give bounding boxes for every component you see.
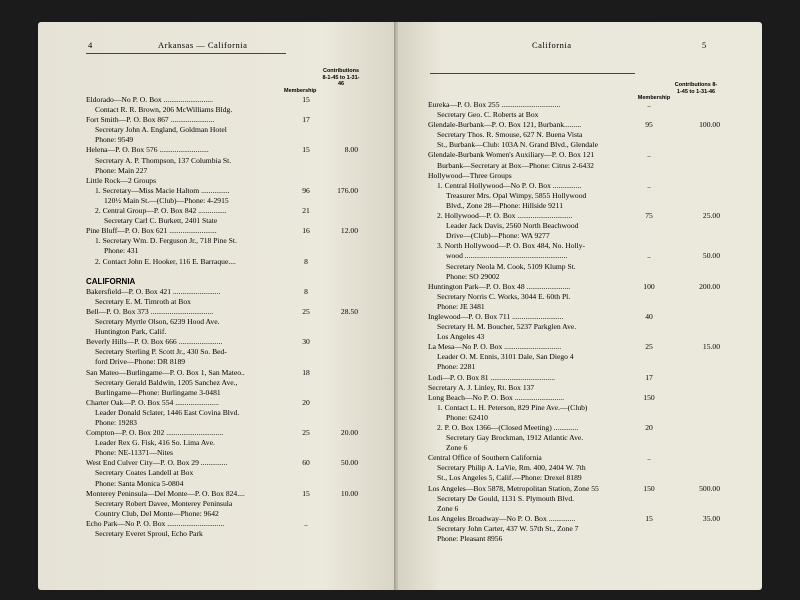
entry-text: Treasurer Mrs. Opal Wimpy, 5855 Hollywood — [446, 190, 587, 200]
membership-count: .. — [647, 180, 651, 190]
directory-row — [86, 327, 376, 337]
entry-text: Secretary John A. England, Goldman Hotel — [95, 125, 227, 135]
directory-row — [428, 504, 728, 514]
contributions-header-right: Contributions 8-1-45 to 1-31-46 — [674, 82, 718, 95]
membership-count: 75 — [645, 211, 653, 221]
directory-row — [428, 362, 728, 372]
membership-count: 25 — [302, 428, 310, 438]
contribution-amount: 50.00 — [702, 251, 720, 261]
membership-count: 25 — [645, 342, 653, 352]
directory-row — [428, 282, 728, 292]
entry-text: 1. Secretary Wm. D. Ferguson Jr., 718 Pine St. — [95, 236, 237, 246]
directory-row — [428, 150, 728, 160]
entry-text: Phone: NE-11371—Nites — [95, 448, 173, 458]
directory-row — [86, 408, 376, 418]
entry-text: Bell—P. O. Box 373 ................................. — [86, 306, 214, 316]
directory-row — [86, 257, 376, 267]
entry-text: West End Culver City—P. O. Box 29 .............. — [86, 458, 228, 468]
directory-row — [428, 352, 728, 362]
directory-row — [86, 297, 376, 307]
directory-row — [86, 529, 376, 539]
entry-text: Secretary Myrtle Olson, 6239 Hood Ave. — [95, 317, 220, 327]
entry-text: Beverly Hills—P. O. Box 666 ....................... — [86, 337, 223, 347]
section-heading: CALIFORNIA — [86, 276, 136, 286]
entry-text: Phone: Pleasant 8956 — [437, 534, 503, 544]
directory-row — [86, 428, 376, 438]
directory-row — [86, 347, 376, 357]
entry-text: Blvd., Zone 28—Phone: Hillside 9211 — [446, 200, 563, 210]
contribution-amount: 176.00 — [337, 185, 358, 195]
membership-count: 15 — [302, 488, 310, 498]
contribution-amount: 50.00 — [340, 458, 358, 468]
entry-text: Pine Bluff—P. O. Box 621 ......................... — [86, 226, 217, 236]
entry-text: Los Angeles 43 — [437, 332, 485, 342]
entry-text: 1. Contact L. H. Peterson, 829 Pine Ave.—(Club) — [437, 402, 588, 412]
running-head-right: California — [532, 40, 572, 50]
directory-row — [428, 191, 728, 201]
entry-text: Hollywood—Three Groups — [428, 170, 512, 180]
entry-text: Phone: 2281 — [437, 362, 476, 372]
contributions-header-left: Contributions 8-1-45 to 1-31-46 — [322, 68, 360, 87]
directory-row — [86, 236, 376, 246]
directory-row — [86, 105, 376, 115]
contribution-amount: 8.00 — [344, 145, 358, 155]
directory-row — [86, 479, 376, 489]
entry-text: Zone 6 — [446, 443, 468, 453]
entry-text: Secretary Geo. C. Roberts at Box — [437, 110, 539, 120]
directory-row — [428, 292, 728, 302]
contribution-amount: 28.50 — [340, 306, 358, 316]
entry-text: Secretary Gerald Baldwin, 1205 Sanchez Ave., — [95, 377, 238, 387]
entry-text: Drive—(Club)—Phone: WA 9277 — [446, 231, 550, 241]
directory-row — [86, 115, 376, 125]
directory-row — [86, 458, 376, 468]
directory-row — [428, 221, 728, 231]
entry-text: Secretary De Gould, 1131 S. Plymouth Blvd. — [437, 493, 575, 503]
entry-text: Fort Smith—P. O. Box 867 ....................... — [86, 115, 215, 125]
entry-text: Helena—P. O. Box 576 .......................... — [86, 145, 209, 155]
directory-row — [86, 176, 376, 186]
directory-row — [428, 332, 728, 342]
header-rule-left — [86, 53, 286, 54]
entry-text: Contact R. R. Brown, 206 McWilliams Bldg. — [95, 105, 233, 115]
directory-row — [428, 342, 728, 352]
membership-count: 15 — [645, 513, 653, 523]
directory-row — [86, 287, 376, 297]
directory-row — [86, 307, 376, 317]
directory-row — [428, 433, 728, 443]
directory-list-right — [428, 100, 728, 544]
membership-count: 15 — [302, 145, 310, 155]
directory-row — [428, 413, 728, 423]
entry-text: ford Drive—Phone: DR 8189 — [95, 357, 186, 367]
entry-text: Charter Oak—P. O. Box 554 ....................... — [86, 397, 219, 407]
membership-count: 8 — [304, 286, 308, 296]
directory-row — [86, 277, 376, 287]
directory-row — [428, 241, 728, 251]
membership-count: 18 — [302, 367, 310, 377]
entry-text: Leader Donald Sclater, 1446 East Covina Blvd. — [95, 407, 240, 417]
membership-count: 8 — [304, 256, 308, 266]
directory-row — [428, 201, 728, 211]
entry-text: 3. North Hollywood—P. O. Box 484, No. Holly- — [437, 241, 586, 251]
directory-row — [86, 246, 376, 256]
membership-count: .. — [647, 150, 651, 160]
directory-row — [86, 135, 376, 145]
entry-text: San Mateo—Burlingame—P. O. Box 1, San Mateo.. — [86, 367, 245, 377]
entry-text: 1. Central Hollywood—No P. O. Box ............... — [437, 180, 582, 190]
header-rule-right — [430, 73, 635, 74]
directory-row — [428, 383, 728, 393]
entry-text: Glendale-Burbank—P. O. Box 121, Burbank......... — [428, 120, 582, 130]
directory-row — [428, 322, 728, 332]
membership-count: .. — [647, 100, 651, 109]
directory-row — [428, 231, 728, 241]
entry-text: Secretary Philip A. LaVie, Rm. 400, 2404 W. 7th — [437, 463, 586, 473]
directory-row — [428, 484, 728, 494]
directory-row — [86, 196, 376, 206]
entry-text: Phone: SO 29002 — [446, 271, 500, 281]
entry-text: Secretary Neola M. Cook, 5109 Klump St. — [446, 261, 576, 271]
directory-row — [86, 368, 376, 378]
directory-row — [428, 251, 728, 261]
directory-row — [86, 226, 376, 236]
directory-row — [86, 206, 376, 216]
entry-text: Phone: 9549 — [95, 135, 134, 145]
membership-count: 20 — [645, 423, 653, 432]
membership-count: 20 — [302, 397, 310, 407]
entry-text: Huntington Park, Calif. — [95, 327, 167, 337]
entry-text: Phone: Santa Monica 5-0804 — [95, 478, 184, 488]
entry-text: Country Club, Del Monte—Phone: 9642 — [95, 508, 219, 518]
contribution-amount: 25.00 — [702, 211, 720, 221]
membership-header-right: Membership — [637, 95, 671, 101]
directory-row — [428, 393, 728, 403]
entry-text: Leader Jack Davis, 2560 North Beachwood — [446, 221, 579, 231]
directory-row — [428, 130, 728, 140]
entry-text: Phone: 62410 — [446, 412, 488, 422]
entry-text: Secretary A. J. Linley, Rt. Box 137 — [428, 382, 535, 392]
entry-text: 120½ Main St.—(Club)—Phone: 4-2915 — [104, 195, 229, 205]
directory-row — [428, 110, 728, 120]
membership-count: .. — [304, 518, 308, 528]
entry-text: 2. Contact John E. Hooker, 116 E. Barraque.... — [95, 256, 236, 266]
directory-row — [86, 378, 376, 388]
membership-count: 95 — [645, 120, 653, 130]
directory-row — [86, 509, 376, 519]
membership-count: 21 — [302, 206, 310, 216]
membership-count: 100 — [643, 281, 655, 291]
contribution-amount: 10.00 — [340, 488, 358, 498]
contribution-amount: 15.00 — [702, 342, 720, 352]
entry-text: Long Beach—No P. O. Box .......................... — [428, 392, 565, 402]
entry-text: 2. Hollywood—P. O. Box ............................. — [437, 211, 573, 221]
entry-text: 2. Central Group—P. O. Box 842 ............... — [95, 206, 227, 216]
entry-text: Secretary Carl C. Burkett, 2401 State — [104, 216, 218, 226]
entry-text: Lodi—P. O. Box 81 .................................. — [428, 372, 555, 382]
entry-text: Burlingame—Phone: Burlingame 3-0481 — [95, 387, 221, 397]
directory-row — [86, 418, 376, 428]
entry-text: Eureka—P. O. Box 255 ............................... — [428, 100, 561, 109]
entry-text: Secretary John Carter, 437 W. 57th St., Zone 7 — [437, 523, 579, 533]
directory-row — [428, 312, 728, 322]
entry-text: Phone: JE 3481 — [437, 301, 485, 311]
directory-row — [428, 140, 728, 150]
membership-count: 40 — [645, 311, 653, 321]
entry-text: wood ...................................................... — [446, 251, 568, 261]
entry-text: Leader Rex G. Fisk, 416 So. Lima Ave. — [95, 438, 215, 448]
directory-row — [86, 186, 376, 196]
directory-row — [86, 388, 376, 398]
directory-row — [86, 357, 376, 367]
membership-count: .. — [647, 453, 651, 463]
entry-text: Phone: Main 227 — [95, 165, 148, 175]
directory-row — [86, 156, 376, 166]
entry-text: St., Los Angeles 5, Calif.—Phone: Drexel 8189 — [437, 473, 582, 483]
entry-text: Secretary Robert Davee, Monterey Peninsula — [95, 498, 233, 508]
directory-row — [428, 443, 728, 453]
directory-row — [86, 398, 376, 408]
directory-row — [428, 473, 728, 483]
entry-text: Echo Park—No P. O. Box .............................. — [86, 518, 225, 528]
directory-row — [428, 534, 728, 544]
entry-text: Secretary H. M. Boucher, 5237 Parkglen Ave. — [437, 322, 577, 332]
directory-row — [428, 272, 728, 282]
membership-header-left: Membership — [284, 88, 317, 94]
entry-text: Secretary Coates Landell at Box — [95, 468, 194, 478]
entry-text: Burbank—Secretary at Box—Phone: Citrus 2-6432 — [437, 160, 594, 170]
entry-text: 1. Secretary—Miss Macie Haltom ............... — [95, 185, 230, 195]
directory-row — [86, 267, 376, 277]
directory-row — [86, 499, 376, 509]
entry-text: Los Angeles—Box 5878, Metropolitan Station, Zone 55 — [428, 483, 599, 493]
entry-text: Phone: 431 — [104, 246, 139, 256]
directory-row — [86, 216, 376, 226]
entry-text: Inglewood—P. O. Box 711 ........................... — [428, 311, 564, 321]
membership-count: 25 — [302, 306, 310, 316]
directory-row — [428, 171, 728, 181]
membership-count: 17 — [302, 115, 310, 125]
entry-text: Secretary Sterling P. Scott Jr., 430 So. Bed- — [95, 347, 227, 357]
contribution-amount: 20.00 — [340, 428, 358, 438]
directory-row — [428, 373, 728, 383]
entry-text: Glendale-Burbank Women's Auxiliary—P. O. Box 121 — [428, 150, 595, 160]
directory-row — [428, 302, 728, 312]
contribution-amount: 35.00 — [702, 513, 720, 523]
membership-count: 17 — [645, 372, 653, 382]
directory-row — [428, 211, 728, 221]
entry-text: Eldorado—No P. O. Box .......................... — [86, 95, 213, 104]
entry-text: Huntington Park—P. O. Box 48 ....................... — [428, 281, 571, 291]
directory-row — [86, 166, 376, 176]
contribution-amount: 100.00 — [699, 120, 720, 130]
entry-text: Central Office of Southern California — [428, 453, 542, 463]
directory-row — [86, 448, 376, 458]
entry-text: La Mesa—No P. O. Box .............................. — [428, 342, 562, 352]
directory-row — [86, 125, 376, 135]
entry-text: Bakersfield—P. O. Box 421 ......................... — [86, 286, 221, 296]
membership-count: .. — [647, 251, 651, 261]
directory-row — [428, 403, 728, 413]
directory-row — [86, 95, 376, 105]
directory-row — [428, 181, 728, 191]
directory-row — [86, 468, 376, 478]
directory-row — [86, 519, 376, 529]
contribution-amount: 12.00 — [340, 226, 358, 236]
contribution-amount: 500.00 — [699, 483, 720, 493]
membership-count: 15 — [302, 95, 310, 104]
membership-count: 30 — [302, 337, 310, 347]
entry-text: Secretary Thos. R. Smouse, 627 N. Buena Vista — [437, 130, 583, 140]
directory-row — [86, 145, 376, 155]
directory-list-left — [86, 95, 376, 539]
directory-row — [428, 100, 728, 110]
entry-text: Secretary Norris C. Works, 3044 E. 60th Pl. — [437, 291, 571, 301]
entry-text: 2. P. O. Box 1366—(Closed Meeting) ............. — [437, 423, 579, 432]
membership-count: 150 — [643, 392, 655, 402]
entry-text: Monterey Peninsula—Del Monte—P. O. Box 824.... — [86, 488, 245, 498]
directory-row — [428, 463, 728, 473]
entry-text: Phone: 19283 — [95, 418, 137, 427]
directory-row — [428, 494, 728, 504]
entry-text: St., Burbank—Club: 103A N. Grand Blvd., Glendale — [437, 140, 598, 150]
directory-row — [86, 489, 376, 499]
directory-row — [86, 337, 376, 347]
entry-text: Secretary Gay Brockman, 1912 Atlantic Ave. — [446, 433, 584, 443]
entry-text: Leader O. M. Ennis, 3101 Dale, San Diego 4 — [437, 352, 574, 362]
directory-row — [428, 514, 728, 524]
directory-row — [428, 453, 728, 463]
directory-row — [428, 262, 728, 272]
entry-text: Secretary E. M. Timroth at Box — [95, 296, 191, 306]
contribution-amount: 200.00 — [699, 281, 720, 291]
entry-text: Los Angeles Broadway—No P. O. Box .............. — [428, 513, 576, 523]
entry-text: Compton—P. O. Box 202 .............................. — [86, 428, 224, 438]
entry-text: Little Rock—2 Groups — [86, 175, 157, 185]
membership-count: 16 — [302, 226, 310, 236]
entry-text: Zone 6 — [437, 503, 459, 513]
membership-count: 96 — [302, 185, 310, 195]
entry-text: Secretary A. P. Thompson, 137 Columbia St. — [95, 155, 232, 165]
directory-row — [428, 120, 728, 130]
page-number-right: 5 — [702, 40, 707, 50]
membership-count: 60 — [302, 458, 310, 468]
directory-row — [86, 438, 376, 448]
directory-row — [428, 423, 728, 433]
directory-row — [428, 161, 728, 171]
directory-row — [428, 524, 728, 534]
entry-text: Secretary Everet Sproul, Echo Park — [95, 529, 203, 539]
running-head-left: Arkansas — California — [158, 40, 248, 50]
page-number-left: 4 — [88, 40, 93, 50]
directory-row — [86, 317, 376, 327]
membership-count: 150 — [643, 483, 655, 493]
